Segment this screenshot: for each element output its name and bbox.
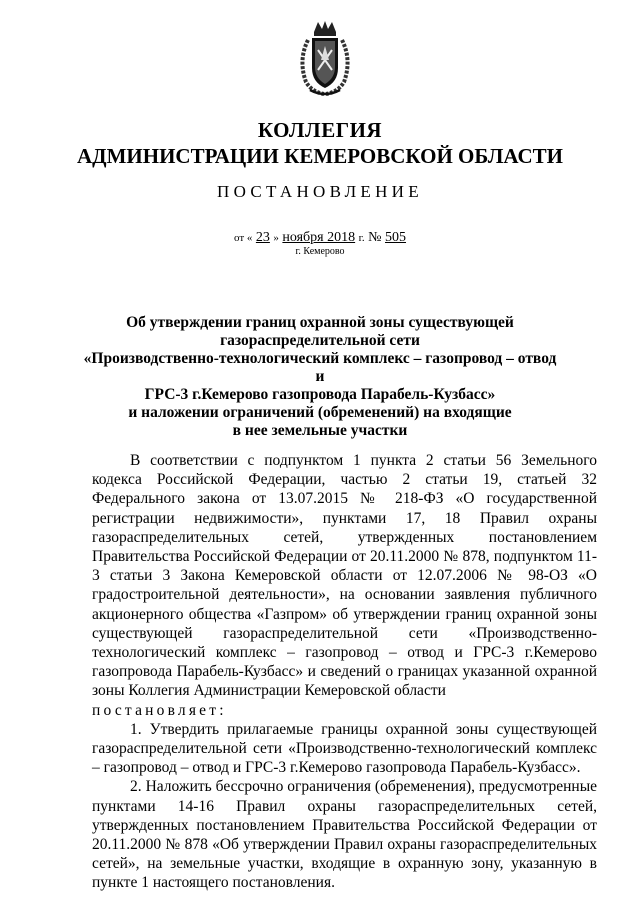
org-title-line2: АДМИНИСТРАЦИИ КЕМЕРОВСКОЙ ОБЛАСТИ: [76, 144, 564, 168]
subject-line: Об утверждении границ охранной зоны существующей: [126, 314, 514, 331]
document-subject: [80, 314, 560, 440]
date-year-abbr: г.: [358, 232, 365, 244]
item-1-paragraph: 1. Утвердить прилагаемые границы охранной зоны существующей газораспределительной сети «Производственно-технологический комплекс – газопровод – отвод и ГРС-3 г.Кемерово газопровода Парабель-Кузбасс».: [92, 720, 597, 777]
document-body: [92, 451, 597, 893]
org-title-line1: КОЛЛЕГИЯ: [257, 118, 383, 142]
resolves-word: постановляет:: [92, 701, 227, 719]
date-prefix: от «: [233, 232, 253, 244]
subject-line: газораспределительной сети: [220, 332, 420, 349]
subject-line: и наложении ограничений (обременений) на входящие: [128, 404, 512, 421]
decree-number: 505: [385, 230, 407, 245]
date-number-line: [0, 230, 640, 246]
subject-line: «Производственно-технологический комплекс – газопровод – отвод и: [83, 350, 557, 385]
coat-of-arms-emblem: [294, 20, 356, 98]
city-label: г. Кемерово: [295, 246, 345, 257]
preamble-paragraph: В соответствии с подпунктом 1 пункта 2 статьи 56 Земельного кодекса Российской Федерации, частью 2 статьи 19, статьей 32 Федерального закона от 13.07.2015 № 218-ФЗ «О государственной регистрации недвижимости», пунктами 17, 18 Правил охраны газораспределительных сетей, утвержденных постановлением Правительства Российской Федерации от 20.11.2000 № 878, подпунктом 11-3 статьи 3 Закона Кемеровской области от 12.07.2006 № 98-ОЗ «О градостроительной деятельности», на основании заявления публичного акционерного общества «Газпром» об утверждении границ охранной зоны существующей газораспределительной сети «Производственно-технологический комплекс – газопровод – отвод и ГРС-3 г.Кемерово газопровода Парабель-Кузбасс» и сведений о границах указанной охранной зоны Коллегия Администрации Кемеровской области: [92, 452, 597, 700]
date-month-year: ноября 2018: [282, 230, 356, 245]
subject-line: в нее земельные участки: [232, 422, 408, 439]
date-day: 23: [255, 230, 270, 245]
item-2-paragraph: 2. Наложить бессрочно ограничения (обременения), предусмотренные пунктами 14-16 Правил охраны газораспределительных сетей, утвержденных постановлением Правительства Российской Федерации от 20.11.2000 № 878 «Об утверждении Правил охраны газораспределительных сетей», на земельные участки, входящие в охранную зону, указанную в пункте 1 настоящего постановления.: [92, 778, 597, 892]
subject-line: ГРС-3 г.Кемерово газопровода Парабель-Кузбасс»: [144, 386, 496, 403]
document-type: ПОСТАНОВЛЕНИЕ: [217, 182, 423, 201]
date-mid: »: [273, 232, 279, 244]
number-sign: №: [368, 230, 382, 245]
